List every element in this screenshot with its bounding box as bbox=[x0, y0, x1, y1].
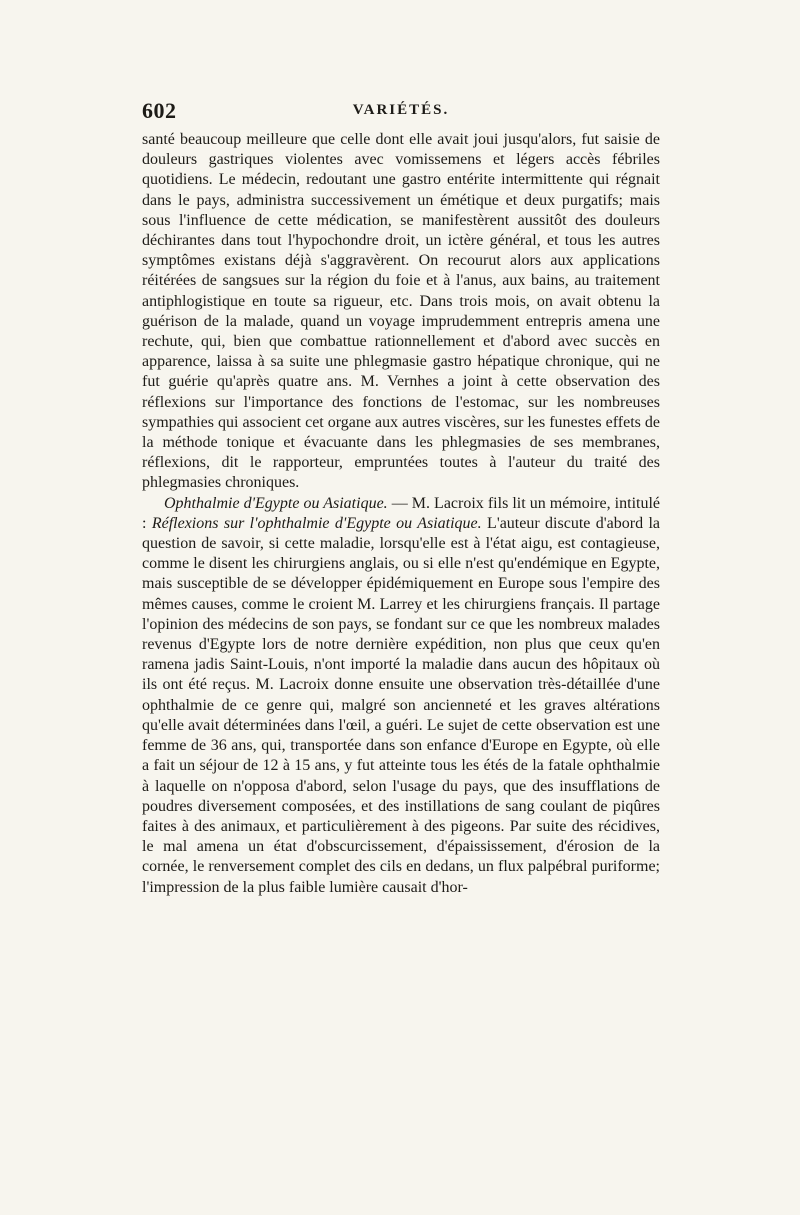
running-title: VARIÉTÉS. bbox=[352, 102, 450, 118]
paragraph-text: L'auteur discute d'abord la question de savoir, si cette maladie, lorsqu'elle est à l'état aigu, est contagieuse, comme le disent les chirurgiens anglais, ou si elle n'est qu'endémique en Egypte, mais susceptible de se développer épidémiquement en Europe sous l'empire des mêmes causes, comme le croient M. Larrey et les chirurgiens français. Il partage l'opinion des médecins de son pays, se fondant sur ce que les nombreux malades revenus d'Egypte lors de notre dernière expédition, non plus que ceux qu'en ramena jadis Saint-Louis, n'ont importé la maladie dans aucun des hôpitaux où ils ont été reçus. M. Lacroix donne ensuite une observation très-détaillée d'une ophthalmie de ce genre qui, malgré son ancienneté et les graves altérations qu'elle avait déterminées dans l'œil, a guéri. Le sujet de cette observation est une femme de 36 ans, qui, transportée dans son enfance d'Europe en Egypte, où elle a fait un séjour de 12 à 15 ans, y fut atteinte tous les étés de la fatale ophthalmie à laquelle on n'opposa d'abord, selon l'usage du pays, que des insufflations de poudres diversement composées, et des instillations de sang coulant de piqûres faites à des animaux, et particulièrement à des pigeons. Par suite des récidives, le mal amena un état d'obscurcissement, d'épaississement, d'érosion de la cornée, le renversement complet des cils en dedans, un flux palpébral puriforme; l'impression de la plus faible lumière causait d'hor- bbox=[142, 514, 660, 896]
paragraph-lead: — M. Lacroix fils lit un mémoire, intitulé : bbox=[142, 494, 661, 532]
paragraph-vernhes-observation: santé beaucoup meilleure que celle dont elle avait joui jusqu'alors, fut saisie de douleurs gastriques violentes avec vomissemens et légers accès fébriles quotidiens. Le médecin, redoutant une gastro entérite intermittente qui régnait dans le pays, administra successivement un émétique et deux purgatifs; mais sous l'influence de cette médication, se manifestèrent aussitôt des douleurs déchirantes dans tout l'hypochondre droit, un ictère général, et tous les autres symptômes existans déjà s'aggravèrent. On recourut alors aux applications réitérées de sangsues sur la région du foie et à l'anus, aux bains, au traitement antiphlogistique en toute sa rigueur, etc. Dans trois mois, on avait obtenu la guérison de la malade, quand un voyage imprudemment entrepris amena une rechute, qui, bien que combattue rationnellement et d'abord avec succès en apparence, laissa à sa suite une phlegmasie gastro hépatique chronique, qui ne fut guérie qu'après quatre ans. M. Vernhes a joint à cette observation des réflexions sur l'importance des fonctions de l'estomac, sur les nombreuses sympathies qui associent cet organe aux autres viscères, sur les funestes effets de la méthode tonique et évacuante dans les phlegmasies de ses membranes, réflexions, dit le rapporteur, empruntées toutes à l'auteur du traité des phlegmasies chroniques. bbox=[142, 131, 660, 492]
page-header bbox=[142, 98, 660, 128]
memoir-title: Réflexions sur l'ophthalmie d'Egypte ou Asiatique. bbox=[151, 514, 482, 532]
paragraph-ophthalmie bbox=[142, 494, 660, 898]
page-number: 602 bbox=[142, 98, 177, 123]
page-body bbox=[142, 130, 660, 898]
section-heading: Ophthalmie d'Egypte ou Asiatique. bbox=[164, 494, 388, 512]
